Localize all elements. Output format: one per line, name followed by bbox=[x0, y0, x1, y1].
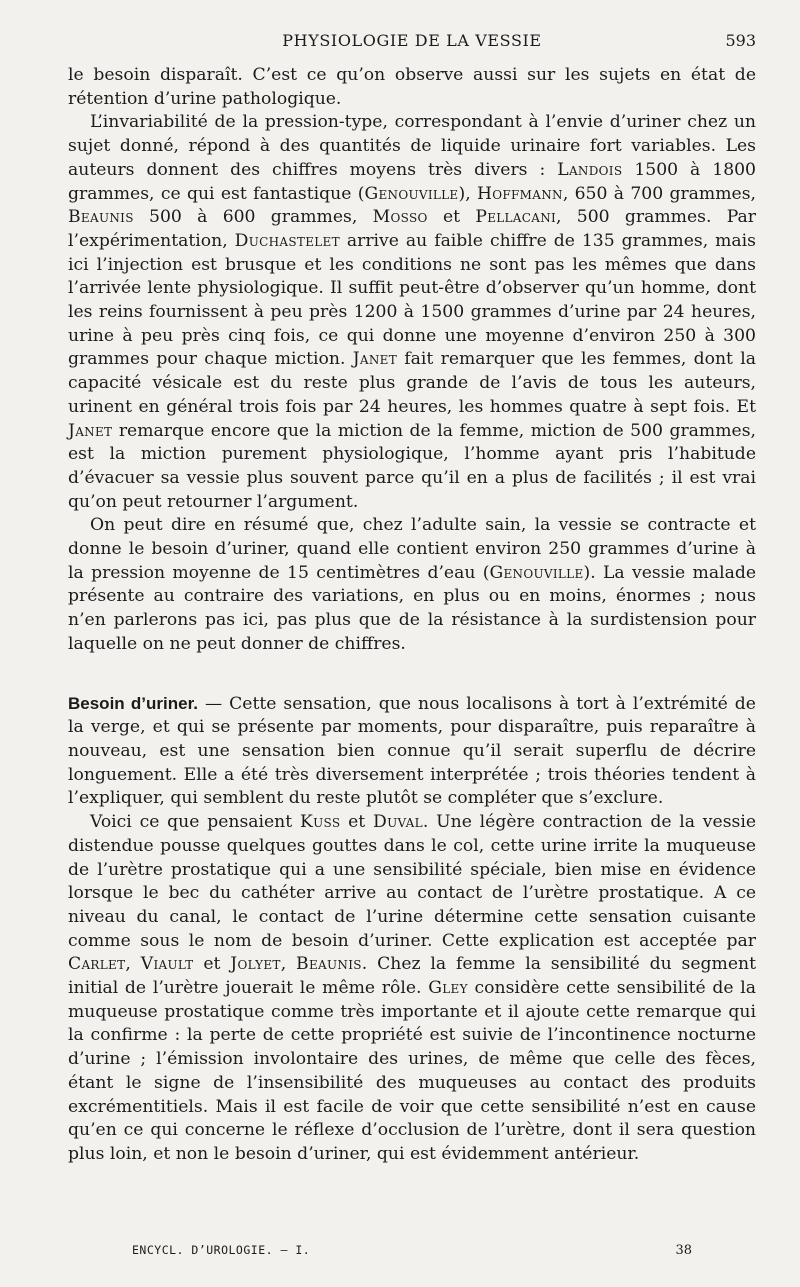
text-run: — Cette sensation, que nous localisons à tort à l’extrémité de la verge, et qui se présente par moments, pour disparaître, puis reparaître à nouveau, est une sensation bien connue qu’il serait superflu de décrire longuement. Elle a été très diversement interprétée ; trois théories tendent à l’expliquer, qui semblent du reste plutôt se compléter que s’exclure. bbox=[68, 693, 756, 809]
text-run: le besoin disparaît. C’est ce qu’on observe aussi sur les sujets en état de rétention d’urine pathologique. bbox=[68, 65, 756, 109]
body-text bbox=[68, 64, 756, 1167]
page-header bbox=[68, 31, 756, 57]
section-spacer bbox=[68, 657, 756, 692]
author-name: Janet bbox=[68, 420, 113, 441]
section-heading: Besoin d’uriner. bbox=[68, 693, 198, 713]
footer-collection-title: ENCYCL. D’UROLOGIE. — I. bbox=[132, 1243, 311, 1257]
author-name: Duval bbox=[373, 812, 423, 833]
running-title: PHYSIOLOGIE DE LA VESSIE bbox=[282, 31, 542, 50]
author-name: Kuss bbox=[299, 812, 341, 833]
paragraph-5 bbox=[68, 811, 756, 1167]
author-name: Genouville bbox=[489, 562, 584, 583]
text-run: ). La vessie malade présente au contraire des variations, en plus ou en moins, énormes ; nous n’en parlerons pas ici, pas plus que de la résistance à la surdistension pour laquelle on ne peut donner de chiffres. bbox=[68, 562, 756, 654]
author-name: Viault bbox=[140, 954, 194, 975]
text-run: considère cette sensibilité de la muqueuse prostatique comme très importante et il ajoute cette remarque qui la confirme : la perte de cette propriété est suivie de l’incontinence nocturne d’urine ; l’émission involontaire des urines, de même que celle des fèces, étant le signe de l’insensibilité des muqueuses au contact des produits excrémentitiels. Mais il est facile de voir que cette sensibilité n’est en cause qu’en ce qui concerne le réflexe d’occlusion de l’urètre, dont il sera question plus loin, et non le besoin d’uriner, qui est évidemment antérieur. bbox=[68, 978, 757, 1164]
page-footer bbox=[104, 1243, 740, 1263]
author-name: Jolyet bbox=[230, 954, 281, 975]
text-run: et bbox=[193, 954, 231, 975]
author-name: Gley bbox=[428, 978, 468, 999]
text-run: remarque encore que la miction de la femme, miction de 500 grammes, est la miction purement physiologique, l’homme ayant pris l’habitude d’évacuer sa vessie plus souvent parce qu’il en a plus de facilités ; il est vrai qu’on peut retourner l’argument. bbox=[68, 420, 756, 512]
text-run: 500 à 600 grammes, bbox=[133, 207, 373, 228]
author-name: Pellacani bbox=[475, 207, 557, 228]
text-run: Voici ce que pensaient bbox=[90, 812, 300, 833]
text-run: L’invariabilité de la pression-type, correspondant à l’envie d’uriner chez un sujet donné, répond à des quantités de liquide urinaire fort variables. Les auteurs donnent des chiffres moyens très divers : bbox=[68, 112, 756, 180]
text-run: , 650 à 700 grammes, bbox=[562, 183, 756, 204]
text-run: et bbox=[427, 207, 476, 228]
text-run: , 500 grammes. Par l’expérimentation, bbox=[68, 207, 756, 251]
author-name: Hoffmann bbox=[476, 183, 563, 204]
author-name: Carlet bbox=[68, 954, 126, 975]
author-name: Genouville bbox=[364, 183, 459, 204]
author-name: Mosso bbox=[372, 207, 428, 228]
author-name: Beaunis bbox=[68, 207, 134, 228]
text-run: , bbox=[280, 954, 297, 975]
text-run: . Une légère contraction de la vessie distendue pousse quelques gouttes dans le col, cette urine irrite la muqueuse de l’urètre prostatique qui a une sensibilité spéciale, bien mise en évidence lorsque le bec du cathéter arrive au contact de l’urètre prostatique. A ce niveau du canal, le contact de l’urine détermine cette sensation cuisante comme sous le nom de besoin d’uriner. Cette explication est acceptée par bbox=[68, 812, 756, 951]
author-name: Landois bbox=[557, 159, 623, 180]
paragraph-3 bbox=[68, 514, 756, 656]
text-run: ), bbox=[458, 183, 477, 204]
author-name: Duchastelet bbox=[234, 230, 340, 251]
paragraph-4 bbox=[68, 692, 756, 812]
author-name: Janet bbox=[352, 349, 398, 370]
text-run: 1500 à 1800 grammes, ce qui est fantastique ( bbox=[68, 159, 756, 204]
paragraph-2 bbox=[68, 111, 756, 514]
text-run: et bbox=[340, 812, 373, 833]
text-run: On peut dire en résumé que, chez l’adulte sain, la vessie se contracte et donne le besoin d’uriner, quand elle contient environ 250 grammes d’urine à la pression moyenne de 15 centimètres d’eau ( bbox=[68, 515, 756, 583]
text-run: fait remarquer que les femmes, dont la capacité vésicale est du reste plus grande de l’avis de tous les auteurs, urinent en général trois fois par 24 heures, les hommes quatre à sept fois. Et bbox=[68, 349, 756, 417]
signature-mark: 38 bbox=[675, 1243, 692, 1258]
author-name: Beaunis bbox=[296, 954, 362, 975]
page-number: 593 bbox=[725, 31, 756, 50]
text-run: . Chez la femme la sensibilité du segment initial de l’urètre jouerait le même rôle. bbox=[68, 954, 757, 999]
text-run: arrive au faible chiffre de 135 grammes, mais ici l’injection est brusque et les conditions ne sont pas les mêmes que dans l’arrivée lente physiologique. Il suffit peut-être d’observer qu’un homme, dont les reins fournissent à peu près 1200 à 1500 grammes d’urine par 24 heures, urine à peu près cinq fois, ce qui donne une moyenne d’environ 250 à 300 grammes pour chaque miction. bbox=[68, 230, 756, 370]
paragraph-1 bbox=[68, 64, 756, 111]
text-run: , bbox=[125, 954, 141, 975]
